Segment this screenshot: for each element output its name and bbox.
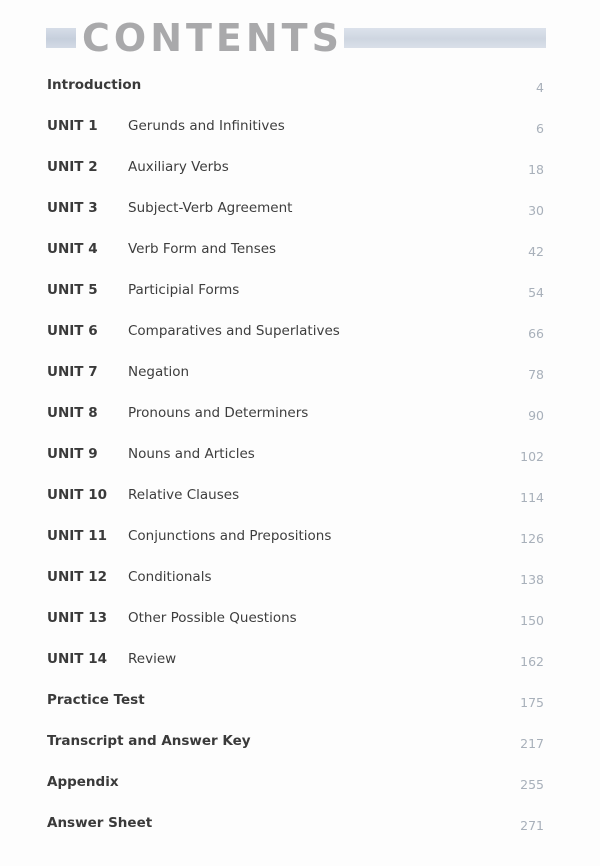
page-number: 126: [520, 531, 544, 546]
unit-label: UNIT 2: [47, 159, 98, 175]
toc-row-unit-7[interactable]: [0, 354, 600, 395]
unit-label: UNIT 8: [47, 405, 98, 421]
toc-row-unit-5[interactable]: [0, 272, 600, 313]
unit-label: UNIT 9: [47, 446, 98, 462]
unit-title: Subject-Verb Agreement: [128, 200, 293, 216]
toc-row-unit-6[interactable]: [0, 313, 600, 354]
unit-label: UNIT 14: [47, 651, 107, 667]
toc-row-practice-test[interactable]: [0, 682, 600, 723]
unit-title: Gerunds and Infinitives: [128, 118, 285, 134]
unit-label: UNIT 12: [47, 569, 107, 585]
unit-title: Comparatives and Superlatives: [128, 323, 340, 339]
toc-row-unit-12[interactable]: [0, 559, 600, 600]
toc-row-unit-3[interactable]: [0, 190, 600, 231]
unit-title: Negation: [128, 364, 190, 380]
unit-label: UNIT 3: [47, 200, 98, 216]
table-of-contents: [0, 67, 600, 846]
page-number: 217: [520, 736, 544, 751]
page-number: 102: [520, 449, 544, 464]
page-number: 114: [520, 490, 544, 505]
page-title: CONTENTS: [82, 16, 343, 60]
page-number: 54: [528, 285, 544, 300]
unit-label: UNIT 4: [47, 241, 98, 257]
page-number: 90: [528, 408, 544, 423]
unit-title: Verb Form and Tenses: [128, 241, 277, 257]
page-number: 255: [520, 777, 544, 792]
unit-title: Nouns and Articles: [128, 446, 255, 462]
entry-label: Practice Test: [47, 692, 145, 708]
toc-row-unit-14[interactable]: [0, 641, 600, 682]
unit-label: UNIT 1: [47, 118, 98, 134]
unit-label: UNIT 7: [47, 364, 98, 380]
toc-row-appendix[interactable]: [0, 764, 600, 805]
unit-title: Pronouns and Determiners: [128, 405, 309, 421]
page-number: 30: [528, 203, 544, 218]
page-number: 175: [520, 695, 544, 710]
page-number: 150: [520, 613, 544, 628]
unit-title: Conjunctions and Prepositions: [128, 528, 332, 544]
page-number: 78: [528, 367, 544, 382]
unit-title: Auxiliary Verbs: [128, 159, 229, 175]
unit-title: Other Possible Questions: [128, 610, 297, 626]
page-number: 271: [520, 818, 544, 833]
title-decoration-right: [344, 28, 546, 48]
entry-label: Introduction: [47, 77, 142, 93]
toc-row-unit-11[interactable]: [0, 518, 600, 559]
toc-row-unit-4[interactable]: [0, 231, 600, 272]
page-number: 4: [536, 80, 544, 95]
unit-title: Review: [128, 651, 177, 667]
unit-label: UNIT 10: [47, 487, 107, 503]
page-number: 18: [528, 162, 544, 177]
unit-label: UNIT 13: [47, 610, 107, 626]
page-number: 42: [528, 244, 544, 259]
toc-row-introduction[interactable]: [0, 67, 600, 108]
toc-row-unit-2[interactable]: [0, 149, 600, 190]
toc-row-answer-sheet[interactable]: [0, 805, 600, 846]
unit-title: Conditionals: [128, 569, 212, 585]
page-number: 66: [528, 326, 544, 341]
page-number: 162: [520, 654, 544, 669]
entry-label: Transcript and Answer Key: [47, 733, 251, 749]
toc-row-transcript-answer-key[interactable]: [0, 723, 600, 764]
toc-row-unit-1[interactable]: [0, 108, 600, 149]
page-number: 6: [536, 121, 544, 136]
entry-label: Answer Sheet: [47, 815, 153, 831]
unit-label: UNIT 11: [47, 528, 107, 544]
toc-row-unit-8[interactable]: [0, 395, 600, 436]
toc-row-unit-13[interactable]: [0, 600, 600, 641]
title-decoration-left: [46, 28, 76, 48]
unit-title: Relative Clauses: [128, 487, 240, 503]
entry-label: Appendix: [47, 774, 119, 790]
unit-label: UNIT 6: [47, 323, 98, 339]
toc-row-unit-10[interactable]: [0, 477, 600, 518]
unit-label: UNIT 5: [47, 282, 98, 298]
toc-row-unit-9[interactable]: [0, 436, 600, 477]
unit-title: Participial Forms: [128, 282, 240, 298]
page-number: 138: [520, 572, 544, 587]
